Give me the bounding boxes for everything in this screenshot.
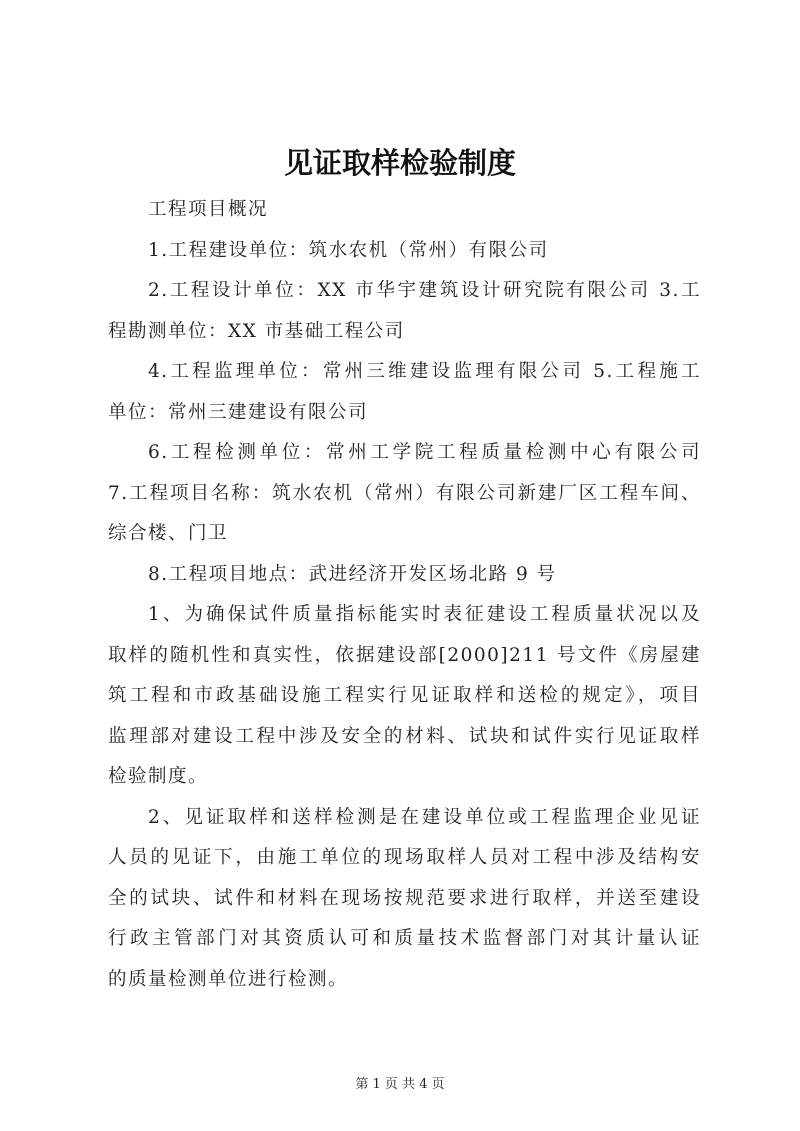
paragraph-line: 全的试块、试件和材料在现场按规范要求进行取样，并送至建设 <box>108 887 701 909</box>
paragraph-line: 程勘测单位：XX 市基础工程公司 <box>108 320 405 342</box>
paragraph-line: 监理部对建设工程中涉及安全的材料、试块和试件实行见证取样 <box>108 725 701 747</box>
paragraph-line: 取样的随机性和真实性，依据建设部[2000]211 号文件《房屋建 <box>108 644 701 666</box>
page-footer: 第 1 页 共 4 页 <box>355 1077 445 1092</box>
paragraph-line: 8.工程项目地点：武进经济开发区场北路 9 号 <box>148 563 557 585</box>
paragraph-line: 检验制度。 <box>108 766 209 787</box>
document-body <box>108 190 701 1000</box>
paragraph-line: 人员的见证下，由施工单位的现场取样人员对工程中涉及结构安 <box>108 847 701 868</box>
paragraph-line: 1、为确保试件质量指标能实时表征建设工程质量状况以及 <box>148 604 701 625</box>
paragraph-line: 4.工程监理单位：常州三维建设监理有限公司 5.工程施工 <box>148 361 701 382</box>
paragraph-line: 1.工程建设单位：筑水农机（常州）有限公司 <box>148 239 549 261</box>
paragraph-line: 工程项目概况 <box>148 199 269 220</box>
paragraph-line: 综合楼、门卫 <box>108 523 229 544</box>
document-title: 见证取样检验制度 <box>283 146 516 180</box>
paragraph-line: 的质量检测单位进行检测。 <box>108 968 349 990</box>
paragraph-line: 2.工程设计单位：XX 市华宇建筑设计研究院有限公司 3.工 <box>148 280 701 301</box>
paragraph-line: 2、见证取样和送样检测是在建设单位或工程监理企业见证 <box>148 806 701 828</box>
paragraph-line: 7.工程项目名称：筑水农机（常州）有限公司新建厂区工程车间、 <box>108 482 701 504</box>
paragraph-line: 行政主管部门对其资质认可和质量技术监督部门对其计量认证 <box>108 928 701 949</box>
paragraph-line: 单位：常州三建建设有限公司 <box>108 401 369 423</box>
paragraph-line: 筑工程和市政基础设施工程实行见证取样和送检的规定》，项目 <box>108 685 701 706</box>
paragraph-line: 6.工程检测单位：常州工学院工程质量检测中心有限公司 <box>148 442 701 463</box>
